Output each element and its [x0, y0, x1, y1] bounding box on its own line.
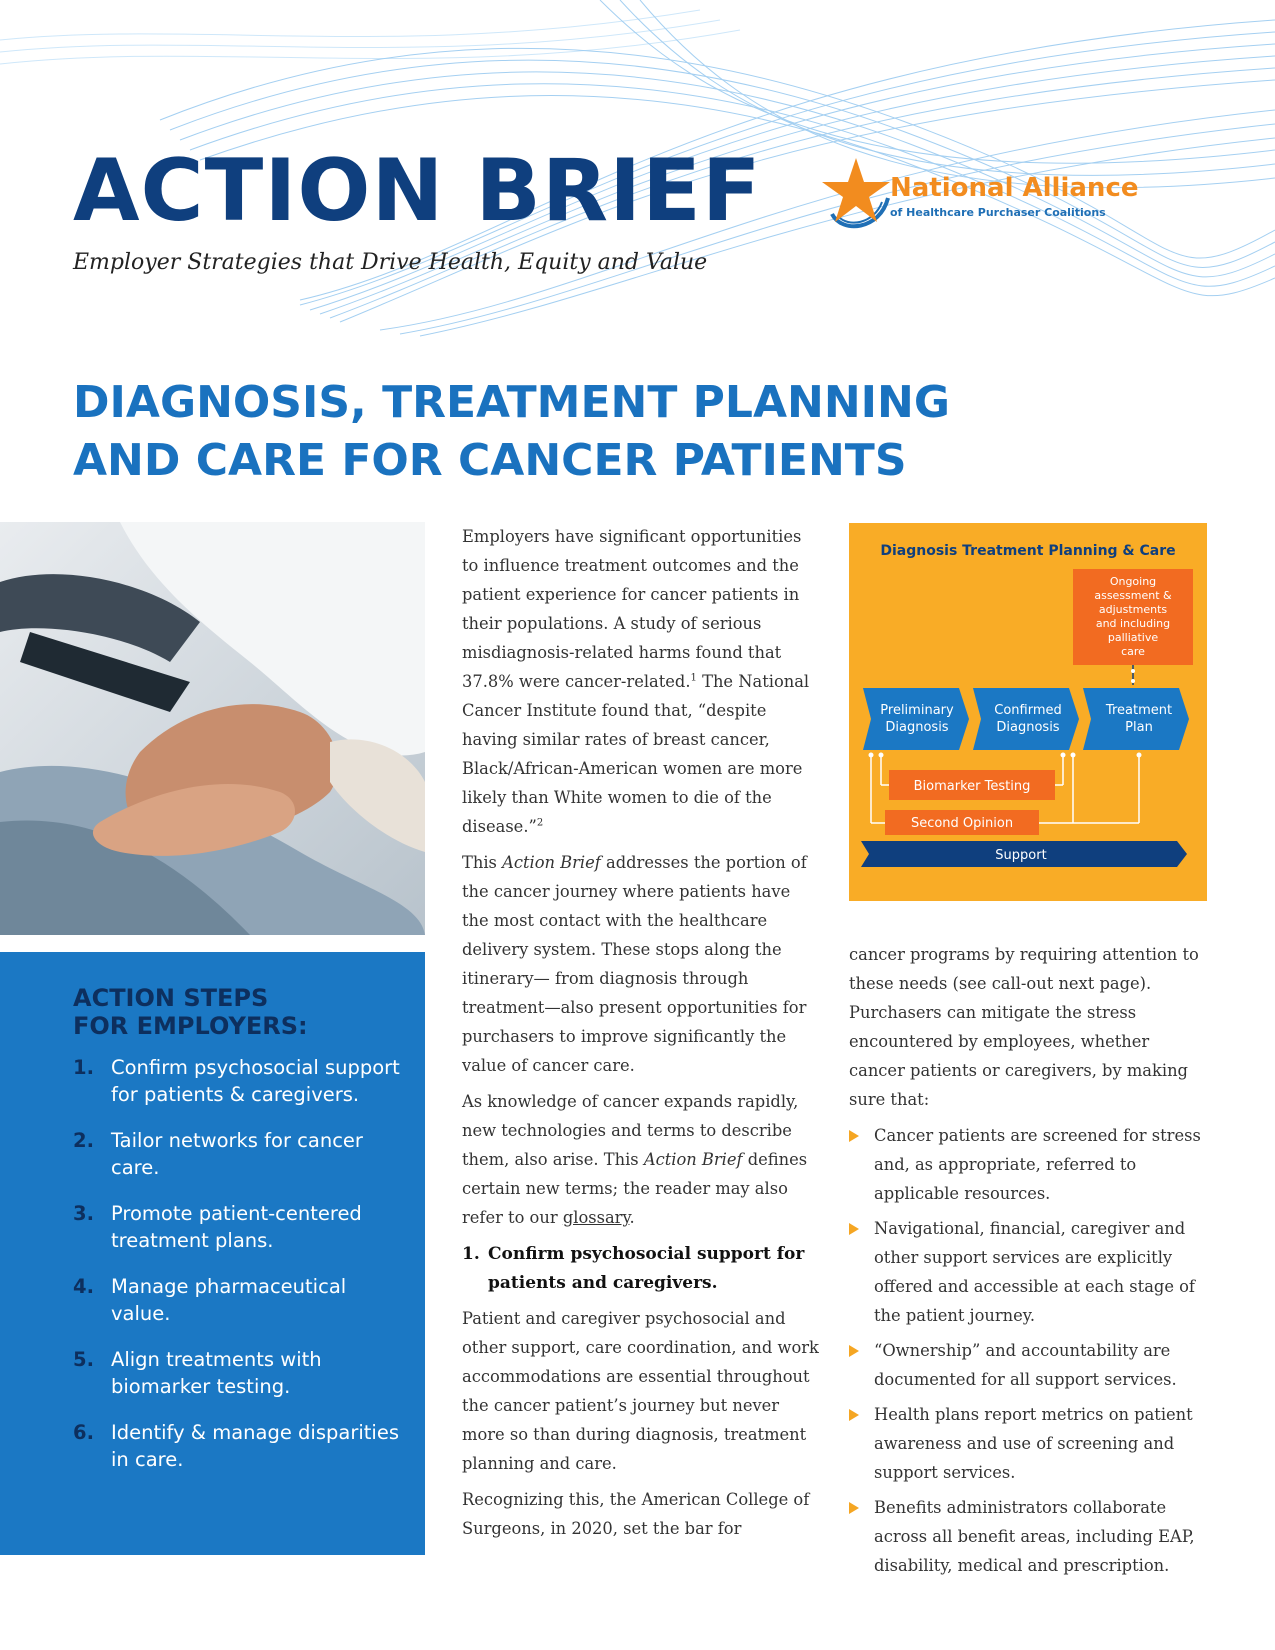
confirmed-diagnosis-step [973, 688, 1079, 750]
terms-text-b: defines certain new terms; the reader may also refer to our [462, 1150, 808, 1227]
action-step-number: 3. [73, 1202, 94, 1225]
action-step-text: Tailor networks for cancer care. [111, 1129, 363, 1179]
action-step-text: Identify & manage disparities in care. [111, 1421, 399, 1471]
treatment-line: Plan [1125, 720, 1153, 735]
action-step-item [73, 1054, 403, 1108]
action-step-text: Align treatments with biomarker testing. [111, 1348, 322, 1398]
action-steps-list [73, 1054, 403, 1492]
bullet-triangle-icon [849, 1409, 859, 1421]
confirmed-line: Confirmed [994, 703, 1062, 718]
logo-name: National Alliance [890, 173, 1139, 203]
bullet-item [849, 1400, 1209, 1487]
headline-line-1: DIAGNOSIS, TREATMENT PLANNING [73, 377, 950, 428]
section-1-number: 1. [462, 1244, 480, 1264]
action-step-item [73, 1419, 403, 1473]
intro-paragraph [462, 522, 819, 841]
journey-text-a: This [462, 853, 503, 872]
bullet-triangle-icon [849, 1345, 859, 1357]
footnote-ref-2[interactable]: 2 [536, 817, 544, 829]
purchaser-bullet-list [849, 1121, 1209, 1580]
action-steps-title-line-2: FOR EMPLOYERS: [73, 1012, 308, 1040]
action-step-number: 5. [73, 1348, 94, 1371]
care-flow-diagram [849, 523, 1207, 901]
ongoing-line: and including [1095, 617, 1171, 630]
action-step-item [73, 1346, 403, 1400]
bullet-triangle-icon [849, 1502, 859, 1514]
treatment-plan-step [1083, 688, 1189, 750]
intro-text-a: Employers have significant opportunities to influence treatment outcomes and the patient experience for cancer patients in their populations. A study of serious misdiagnosis-related harms found that 37.8% were cancer-related. [462, 527, 802, 691]
biomarker-label: Biomarker Testing [913, 779, 1031, 794]
brand-tagline: Employer Strategies that Drive Health, Equity and Value [73, 250, 708, 275]
logo-subtitle: of Healthcare Purchaser Coalitions [890, 206, 1106, 219]
headline-line-2: AND CARE FOR CANCER PATIENTS [73, 435, 907, 486]
section-1-title: Confirm psychosocial support for patients and caregivers. [488, 1244, 805, 1293]
action-step-item [73, 1200, 403, 1254]
mitigation-paragraph: cancer programs by requiring attention to these needs (see call-out next page). Purchasers can mitigate the stress encountered by employees, whether cancer patients or caregivers, by making sure that: [849, 945, 1199, 1109]
bullet-text: “Ownership” and accountability are documented for all support services. [874, 1341, 1177, 1389]
action-step-text: Manage pharmaceutical value. [111, 1275, 347, 1325]
bullet-triangle-icon [849, 1223, 859, 1235]
national-alliance-logo[interactable] [822, 158, 1202, 238]
page-headline [73, 374, 950, 490]
action-step-number: 2. [73, 1129, 94, 1152]
action-step-item [73, 1273, 403, 1327]
action-steps-title [73, 984, 308, 1040]
ongoing-line: assessment & [1094, 589, 1172, 602]
footnote-ref-1[interactable]: 1 [690, 672, 697, 684]
action-step-item [73, 1127, 403, 1181]
treatment-line: Treatment [1105, 703, 1173, 718]
bullet-text: Cancer patients are screened for stress and, as appropriate, referred to applicable resources. [874, 1126, 1201, 1203]
intro-text-b: The National Cancer Institute found that, “despite having similar rates of breast cancer, Black/African-American women are more likely than White women to die of the disease.” [462, 672, 810, 836]
bullet-item [849, 1493, 1209, 1580]
action-step-number: 6. [73, 1421, 94, 1444]
section-1-heading [462, 1240, 819, 1298]
glossary-link[interactable]: glossary [562, 1208, 630, 1227]
action-steps-title-line-1: ACTION STEPS [73, 984, 269, 1012]
patient-hands-photo [0, 522, 425, 935]
journey-text-em: Action Brief [502, 853, 601, 872]
bullet-item [849, 1121, 1209, 1208]
preliminary-line: Diagnosis [885, 720, 949, 735]
body-column-right [849, 940, 1209, 1586]
ongoing-line: adjustments [1098, 603, 1168, 616]
second-opinion-label: Second Opinion [910, 816, 1014, 831]
preliminary-line: Preliminary [880, 703, 954, 718]
diagram-title: Diagnosis Treatment Planning & Care [880, 543, 1176, 559]
bullet-text: Navigational, financial, caregiver and other support services are explicitly offered and accessible at each stage of the patient journey. [874, 1219, 1195, 1325]
action-steps-panel [0, 952, 425, 1555]
bullet-item [849, 1214, 1209, 1330]
journey-paragraph [462, 848, 819, 1080]
confirmed-line: Diagnosis [996, 720, 1060, 735]
journey-text-b: addresses the portion of the cancer journey where patients have the most contact with the healthcare delivery system. These stops along the itinerary— from diagnosis through treatment—also present opportunities for purchasers to improve significantly the value of cancer care. [462, 853, 807, 1075]
support-label: Support [995, 848, 1047, 863]
acs-paragraph: Recognizing this, the American College of Surgeons, in 2020, set the bar for [462, 1490, 810, 1538]
terms-text-a: As knowledge of cancer expands rapidly, new technologies and terms to describe them, also arise. This [462, 1092, 799, 1169]
ongoing-line: Ongoing [1109, 575, 1157, 588]
bullet-item [849, 1336, 1209, 1394]
star-logo-icon [822, 158, 892, 238]
action-step-number: 4. [73, 1275, 94, 1298]
bullet-text: Benefits administrators collaborate across all benefit areas, including EAP, disability, medical and prescription. [874, 1498, 1195, 1575]
terms-paragraph [462, 1087, 819, 1232]
terms-text-em: Action Brief [643, 1150, 743, 1169]
bullet-triangle-icon [849, 1130, 859, 1142]
terms-text-c: . [629, 1208, 635, 1227]
body-column-middle [462, 522, 819, 1550]
bullet-text: Health plans report metrics on patient awareness and use of screening and support services. [874, 1405, 1193, 1482]
action-step-text: Confirm psychosocial support for patients & caregivers. [111, 1056, 400, 1106]
preliminary-diagnosis-step [863, 688, 969, 750]
action-step-text: Promote patient-centered treatment plans. [111, 1202, 362, 1252]
ongoing-line: care [1121, 645, 1145, 658]
action-step-number: 1. [73, 1056, 94, 1079]
brand-title: ACTION BRIEF [73, 141, 762, 241]
ongoing-line: palliative [1107, 631, 1159, 644]
support-paragraph: Patient and caregiver psychosocial and other support, care coordination, and work accommodations are essential throughout the cancer patient’s journey but never more so than during diagnosis, treatment planning and care. [462, 1309, 819, 1473]
